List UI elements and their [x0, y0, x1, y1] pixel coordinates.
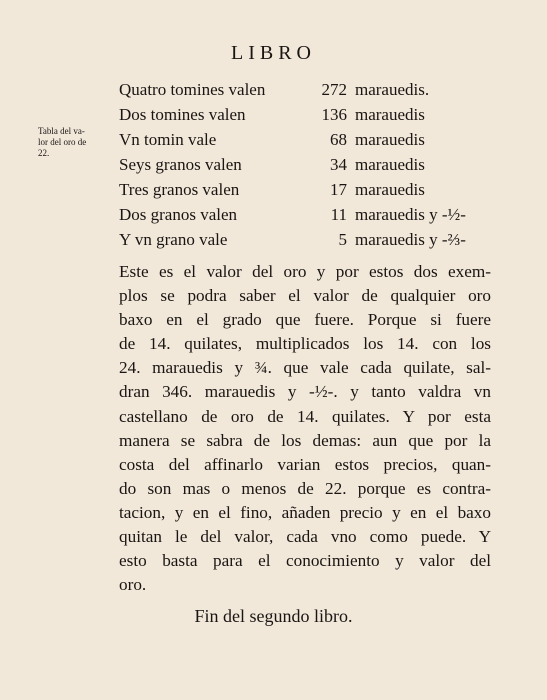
margin-note-line: 22.: [38, 148, 50, 158]
row-unit: marauedis y -⅔-: [355, 230, 466, 249]
running-header: LIBRO: [231, 42, 316, 64]
text-line: plos se podra saber el valor de qualquier oro: [119, 286, 491, 306]
text-line: quitan le del valor, cada vno como puede. Y: [119, 527, 491, 547]
row-number: 11: [330, 205, 347, 224]
row-label: Dos granos valen: [119, 205, 238, 224]
text-line: oro.: [119, 575, 147, 595]
row-label: Dos tomines valen: [119, 105, 246, 124]
row-label: Seys granos valen: [119, 155, 242, 174]
row-unit: marauedis: [355, 155, 425, 174]
table-row: [119, 127, 499, 152]
row-number: 272: [321, 80, 347, 99]
row-unit: marauedis y -½-: [355, 205, 466, 224]
margin-note-line: Tabla del va-: [38, 126, 85, 136]
row-unit: marauedis: [355, 105, 425, 124]
row-number: 136: [321, 105, 347, 124]
table-row: [119, 152, 499, 177]
table-row: [119, 77, 499, 102]
text-line: tacion, y en el fino, añaden precio y en el baxo: [119, 502, 491, 522]
row-unit: marauedis.: [355, 80, 430, 99]
table-row: [119, 227, 499, 252]
text-line: baxo en el grado que fuere. Porque si fuere: [119, 310, 491, 330]
row-number: 68: [330, 130, 347, 149]
text-line: esto basta para el conocimiento y valor del: [119, 551, 491, 571]
row-unit: marauedis: [355, 180, 425, 199]
row-number: 34: [330, 155, 347, 174]
margin-note: [38, 126, 108, 159]
row-number: 5: [338, 230, 347, 249]
margin-note-line: lor del oro de: [38, 137, 87, 147]
gold-value-table: [119, 77, 499, 252]
text-line: de 14. quilates, multiplicados los 14. con los: [119, 334, 491, 354]
table-row: [119, 202, 499, 227]
row-unit: marauedis: [355, 130, 425, 149]
text-line: dran 346. marauedis y -½-. y tanto valdra vn: [119, 382, 491, 402]
row-label: Vn tomin vale: [119, 130, 217, 149]
row-label: Tres granos valen: [119, 180, 240, 199]
body-paragraph: [119, 260, 491, 597]
text-line: Este es el valor del oro y por estos dos exem-: [119, 262, 491, 281]
text-line: do son mas o menos de 22. porque es contra-: [119, 478, 491, 498]
table-row: [119, 102, 499, 127]
row-label: Quatro tomines valen: [119, 80, 266, 99]
colophon: Fin del segundo libro.: [194, 606, 353, 626]
table-row: [119, 177, 499, 202]
text-line: 24. marauedis y ¾. que vale cada quilate, sal-: [119, 358, 491, 378]
text-line: castellano de oro de 14. quilates. Y por esta: [119, 406, 491, 426]
text-line: manera se sabra de los demas: aun que por la: [119, 430, 491, 450]
row-number: 17: [330, 180, 347, 199]
row-label: Y vn grano vale: [119, 230, 228, 249]
text-line: costa del affinarlo varian estos precios, quan-: [119, 454, 491, 474]
